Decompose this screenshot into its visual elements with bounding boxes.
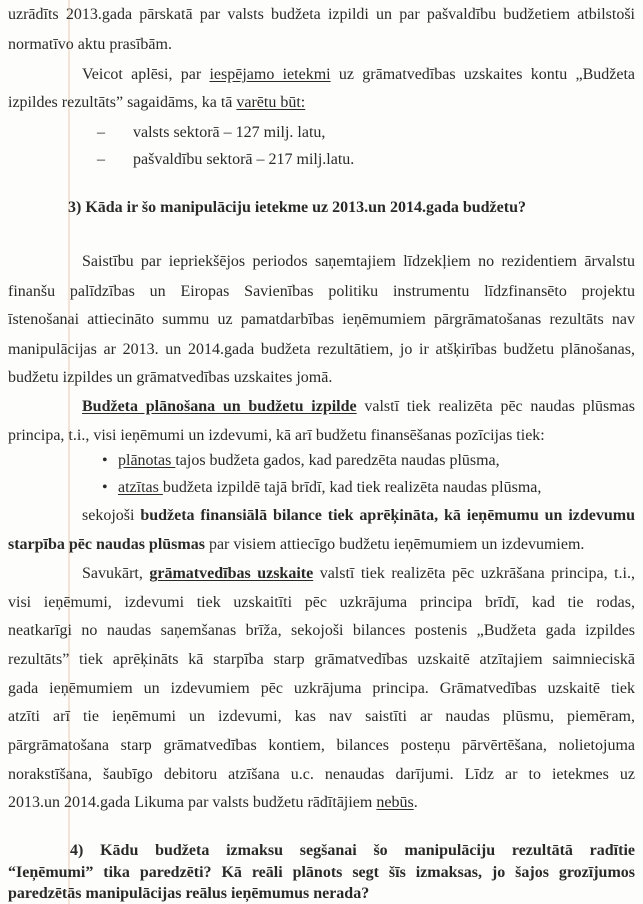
paragraph-line	[8, 621, 635, 641]
text-run: paredzētās manipulācijas reālus ieņēmumus nerada?	[8, 885, 370, 902]
underlined-text: varētu būt:	[236, 94, 306, 111]
paragraph-line	[8, 707, 635, 727]
paragraph-line	[8, 679, 635, 699]
paragraph-line	[82, 506, 635, 526]
section-heading-line	[68, 198, 526, 218]
section-heading-line	[8, 863, 635, 883]
bullet-icon: •	[102, 479, 108, 496]
text-run: valsts sektorā – 127 milj. latu,	[133, 124, 326, 141]
paragraph-line	[8, 282, 635, 302]
text-run: īstenošanai attiecināto summu uz pamatdarbības ieņēmumiem pārgrāmatošanas rezultāts nav	[8, 311, 635, 328]
text-run: pārgrāmatošana starp grāmatvedības kontiem, bilances posteņu pārvērtēšana, nolietojuma	[8, 737, 635, 754]
text-run: neatkarīgi no naudas saņemšanas brīža, sekojoši bilances postenis „Budžeta gada izpildes	[8, 622, 635, 639]
bullet-list-item	[118, 478, 541, 498]
text-run: par visiem attiecīgo budžetu ieņēmumiem un izdevumiem.	[204, 536, 585, 553]
text-run: rezultāts” tiek aprēķināts kā starpība starp grāmatvedības uzskaitē atzītajiem saimnieciskā	[8, 651, 635, 668]
bold-text: starpība pēc naudas plūsmas	[8, 536, 205, 553]
paragraph-line	[8, 93, 305, 113]
text-run: atzīti arī tie ieņēmumi un izdevumi, kas nav saistīti ar naudas plūsmu, piemēram,	[8, 708, 635, 725]
paragraph-line	[8, 765, 635, 785]
text-run: 4) Kādu budžeta izmaksu segšanai šo manipulāciju rezultātā radītie	[70, 842, 635, 859]
text-run: norakstīšana, šaubīgo debitoru atzīšana u.c. nenaudas darījumi. Līdz ar to ietekmes uz	[8, 766, 635, 783]
underlined-text: nebūs	[376, 794, 414, 811]
bold-underlined-text: grāmatvedības uzskaite	[149, 565, 314, 582]
dash-marker-icon: –	[97, 124, 105, 141]
section-heading-line	[70, 841, 635, 861]
text-run: finanšu palīdzības un Eiropas Savienības politiku instrumentu līdzfinansēto projektu	[8, 283, 635, 300]
dash-marker-icon: –	[97, 151, 105, 168]
text-run: visi ieņēmumi, izdevumi tiek uzskaitīti pēc uzkrājuma principa brīdī, kad tie rodas,	[8, 594, 635, 611]
text-run: “Ieņēmumi” tika paredzēti? Kā reāli plānots segt šīs izmaksas, jo šajos grozījumos	[8, 864, 635, 881]
text-run: Veicot aplēsi, par	[82, 66, 210, 83]
underlined-text: plānotas	[118, 452, 176, 469]
text-run: valstī tiek realizēta pēc uzkrāšana principa, t.i.,	[313, 565, 635, 582]
text-run: gada ieņēmumiem un izdevumiem pēc uzkrājuma principa. Grāmatvedības uzskaitē tiek	[8, 680, 635, 697]
text-run: .	[413, 794, 418, 811]
bullet-icon: •	[102, 452, 108, 469]
text-run: uz grāmatvedības uzskaites kontu „Budžeta	[330, 66, 635, 83]
paragraph-line	[8, 736, 635, 756]
paragraph-line	[82, 564, 635, 584]
dash-list-item	[133, 150, 354, 170]
paragraph-line	[8, 35, 172, 55]
text-run: tajos budžeta gados, kad paredzēta naudas plūsma,	[175, 452, 500, 469]
text-run: sekojoši	[82, 507, 141, 524]
text-run: pašvaldību sektorā – 217 milj.latu.	[133, 151, 355, 168]
text-run: principa, t.i., visi ieņēmumi un izdevumi, kā arī budžetu finansēšanas pozīcijas tiek:	[8, 427, 545, 444]
text-run: izpildes rezultāts” sagaidāms, ka tā	[8, 94, 237, 111]
paragraph-line	[8, 593, 635, 613]
text-run: budžetu izpildes un grāmatvedības uzskaites jomā.	[8, 369, 333, 386]
paragraph-line	[8, 650, 635, 670]
text-run: valstī tiek realizēta pēc naudas plūsmas	[356, 398, 635, 415]
text-run: uzrādīts 2013.gada pārskatā par valsts budžeta izpildi un par pašvaldību budžetiem atbilstoši	[8, 6, 635, 23]
bullet-list-item	[118, 451, 500, 471]
bold-underlined-text: Budžeta plānošana un budžetu izpilde	[82, 398, 357, 415]
bold-text: budžeta finansiālā bilance tiek aprēķināta, kā ieņēmumu un izdevumu	[140, 507, 635, 524]
text-run: Saistību par iepriekšējos periodos saņemtajiem līdzekļiem no rezidentiem ārvalstu	[82, 253, 635, 270]
paragraph-line	[8, 5, 635, 25]
paragraph-line	[8, 368, 332, 388]
text-run: manipulācijas ar 2013. un 2014.gada budžeta rezultātiem, jo ir atšķirības budžetu plānošanas,	[8, 341, 635, 358]
underlined-text: atzītas	[118, 479, 163, 496]
underlined-text: iespējamo ietekmi	[209, 66, 331, 83]
paragraph-line	[82, 252, 635, 272]
paragraph-line	[82, 65, 635, 85]
text-run: 2013.un 2014.gada Likuma par valsts budžetu rādītājiem	[8, 794, 377, 811]
dash-list-item	[133, 123, 325, 143]
paragraph-line	[82, 397, 635, 417]
text-run: Savukārt,	[82, 565, 150, 582]
text-run: 3) Kāda ir šo manipulāciju ietekme uz 2013.un 2014.gada budžetu?	[68, 199, 526, 216]
text-run: budžeta izpildē tajā brīdī, kad tiek realizēta naudas plūsma,	[162, 479, 542, 496]
paragraph-line	[8, 535, 584, 555]
text-run: normatīvo aktu prasībām.	[8, 36, 172, 53]
paragraph-line	[8, 426, 545, 446]
paragraph-line	[8, 340, 635, 360]
paragraph-line	[8, 310, 635, 330]
paragraph-line	[8, 793, 418, 813]
section-heading-line	[8, 884, 369, 904]
